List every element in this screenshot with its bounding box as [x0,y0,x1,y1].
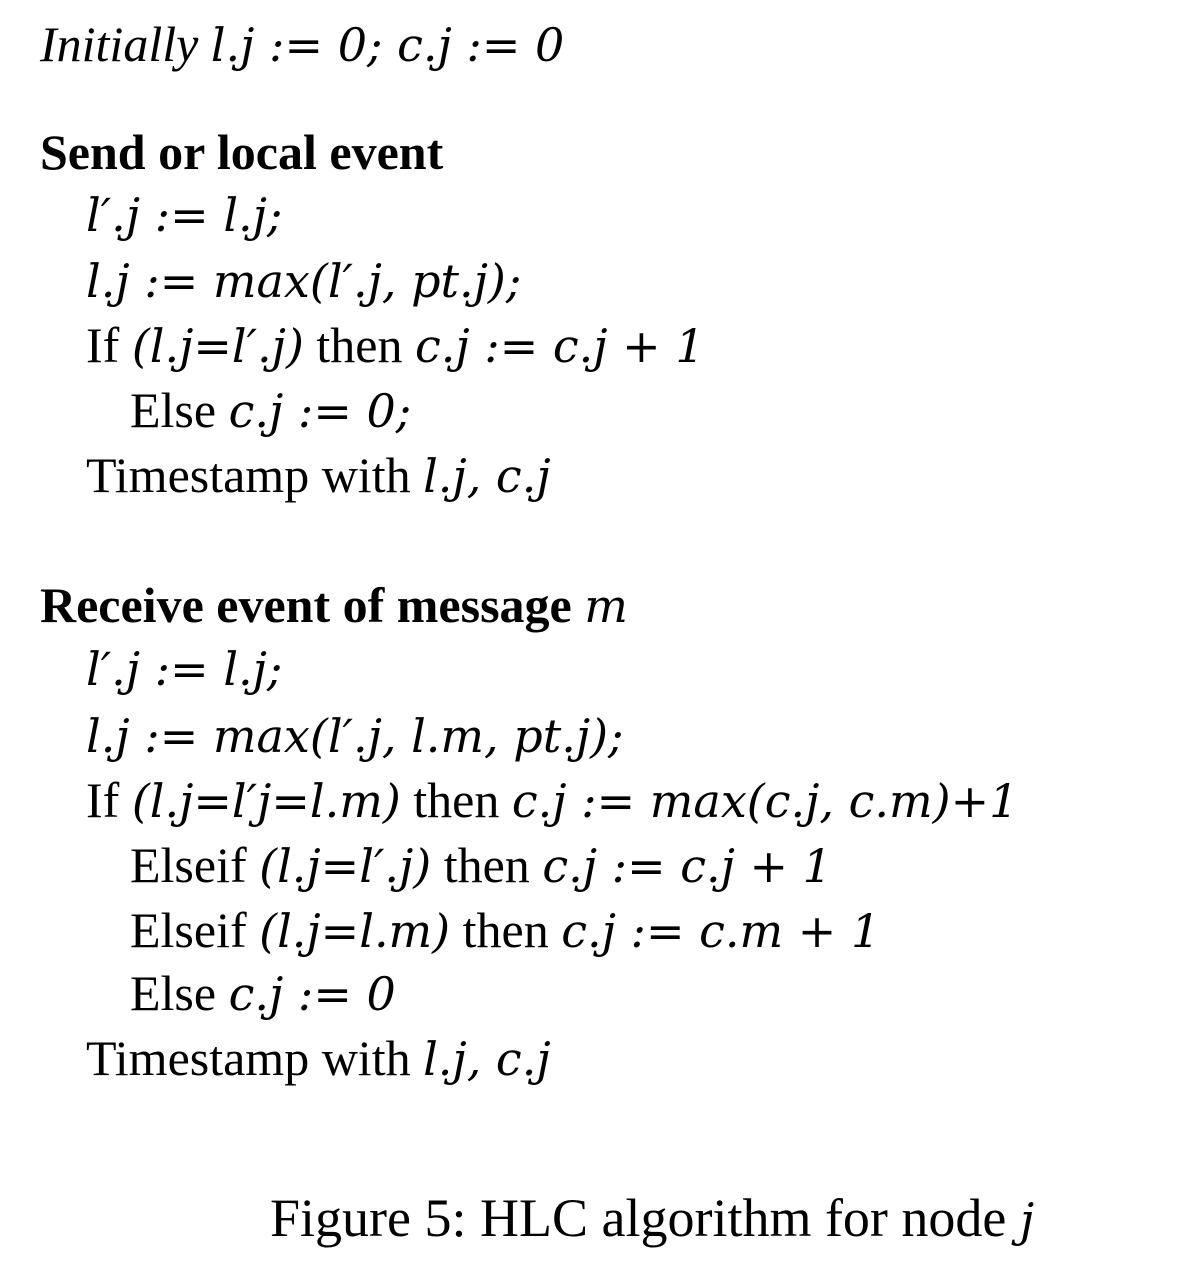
receive-line-4-cond: (l.j=l′.j) [259,839,432,893]
receive-line-3-cond: (l.j=l′j=l.m) [131,774,401,828]
send-line-3 [86,315,705,376]
receive-line-7 [86,1028,551,1089]
figure-caption-var: j [1019,1193,1035,1247]
receive-line-6-else: Else [130,965,217,1021]
figure-caption [270,1188,1034,1250]
receive-line-5-expr: c.j := c.m + 1 [561,904,881,958]
receive-line-4-then: then [443,837,530,893]
receive-section-heading: Receive event of message [40,577,572,633]
receive-line-2-expr: l.j := max(l′.j, l.m, pt.j); [86,709,624,763]
receive-line-4-elseif: Elseif [130,837,247,893]
initially-line [40,14,564,75]
receive-line-7-label: Timestamp with [86,1030,411,1086]
receive-line-4-expr: c.j := c.j + 1 [542,839,832,893]
receive-line-4 [130,835,832,896]
send-line-4 [130,380,411,441]
receive-line-3-if: If [86,772,120,828]
receive-line-5-cond: (l.j=l.m) [259,904,451,958]
receive-line-3-then: then [413,772,500,828]
send-line-1-expr: l′.j := l.j; [86,188,283,242]
send-line-2-expr: l.j := max(l′.j, pt.j); [86,254,522,308]
initially-label: Initially [40,16,199,72]
receive-line-5-elseif: Elseif [130,902,247,958]
receive-line-5 [130,900,880,961]
receive-line-2 [86,705,624,766]
send-section-heading: Send or local event [40,124,444,180]
receive-line-5-then: then [462,902,549,958]
send-line-4-expr: c.j := 0; [228,384,412,438]
send-line-3-then: then [316,317,403,373]
receive-line-1 [86,638,282,699]
receive-line-1-expr: l′.j := l.j; [86,642,283,696]
receive-line-6 [130,963,396,1024]
send-line-3-if: If [86,317,120,373]
receive-section-heading-line [40,575,628,636]
send-line-1 [86,184,282,245]
receive-line-7-expr: l.j, c.j [423,1032,551,1086]
send-line-3-cond: (l.j=l′.j) [131,319,304,373]
receive-line-6-expr: c.j := 0 [228,967,396,1021]
send-line-4-else: Else [130,382,217,438]
receive-line-3-expr: c.j := max(c.j, c.m)+1 [511,774,1019,828]
receive-line-3 [86,770,1018,831]
send-line-5-label: Timestamp with [86,447,411,503]
send-line-5-expr: l.j, c.j [423,449,551,503]
send-line-5 [86,445,551,506]
send-line-3-expr: c.j := c.j + 1 [414,319,705,373]
receive-section-heading-var: m [584,579,628,633]
figure-caption-text: Figure 5: HLC algorithm for node [270,1188,1007,1248]
send-line-2 [86,250,521,311]
initially-expr: l.j := 0; c.j := 0 [210,18,565,72]
